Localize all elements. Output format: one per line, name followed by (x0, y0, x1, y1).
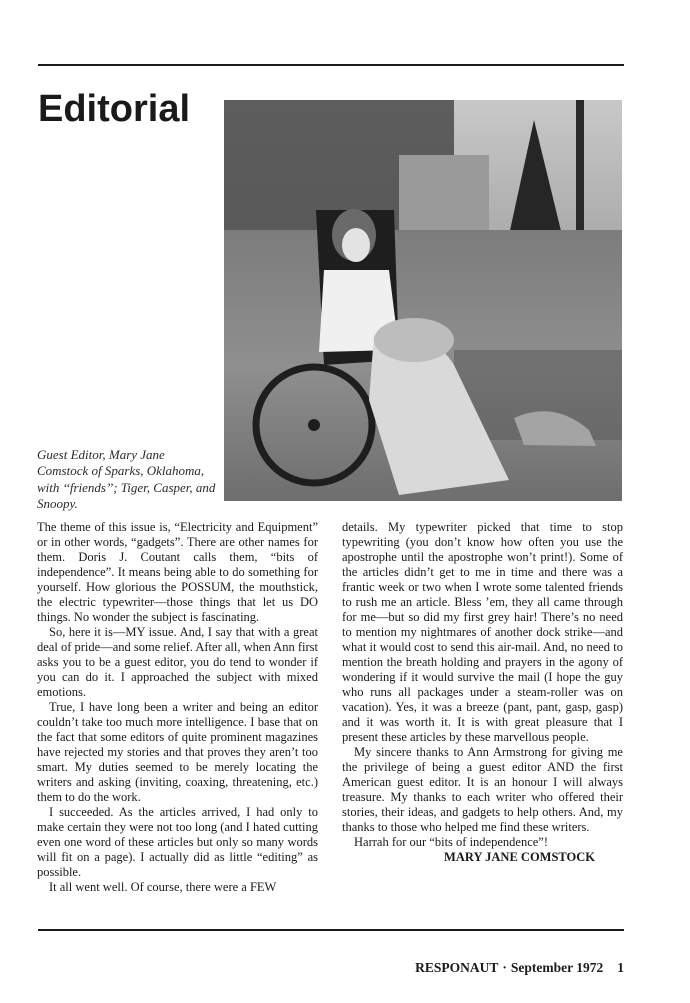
photo-house (399, 155, 489, 235)
bottom-rule (38, 929, 624, 931)
article-column-left (37, 520, 318, 895)
paragraph: True, I have long been a writer and being an editor couldn’t take too much more intelligence. I base that on the fact that some editors of quite prominent magazines have rejected my stories and that proves they aren’t too smart. My duties seemed to be merely locating the writers and asking (inviting, coaxing, threatening, etc.) them to do the work. (37, 700, 318, 805)
paragraph: details. My typewriter picked that time to stop typewriting (you don’t know how often you use the apostrophe until the apostrophe won’t print!). Some of the articles didn’t get to me in time and there was a frantic week or two when I wrote some talented friends to rush me an article. Bless ’em, they all came through for me—but so did my first grey hair! There’s no need to mention my nightmares of another dock strike—and what it would cost to send this air-mail. And, no need to mention the breath holding and prayers in the agony of wondering if it would survive the mail (I hope the guy who runs all packages under a steam-roller was on vacation). Yes, it was a breeze (pant, pant, gasp, gasp) and it was worth it. It is with great pleasure that I present these articles by these marvellous people. (342, 520, 623, 745)
paragraph: Harrah for our “bits of independence”! (354, 835, 549, 850)
page-footer (415, 960, 624, 976)
top-rule (38, 64, 624, 66)
paragraph: It all went well. Of course, there were a FEW (49, 880, 277, 895)
photo-lap-cat (374, 318, 454, 362)
publication-name: RESPONAUT (415, 960, 499, 975)
issue-date: September 1972 (510, 960, 604, 975)
page-title: Editorial (38, 88, 191, 130)
paragraph: So, here it is—MY issue. And, I say that with a great deal of pride—and some relief. After all, when Ann first asks you to be a guest editor, you do tend to wonder if you can do it. I approached the subject with mixed emotions. (37, 625, 318, 700)
author-signature: MARY JANE COMSTOCK (444, 850, 595, 865)
photo-caption: Guest Editor, Mary Jane Comstock of Sparks, Oklahoma, with ‘‘friends’’; Tiger, Casper, and Snoopy. (37, 447, 216, 511)
footer-separator: · (502, 960, 507, 975)
paragraph: I succeeded. As the articles arrived, I had only to make certain they were not too long (and I hated cutting even one word of these articles but only so many words will fit on a page). I actually did as little “editing” as possible. (37, 805, 318, 880)
photo-wheelchair-hub (308, 419, 320, 431)
article-column-right (342, 520, 623, 865)
paragraph: My sincere thanks to Ann Armstrong for giving me the privilege of being a guest editor AND the first American guest editor. It is an honour I will always treasure. My thanks to each writer who offered their stories, their ideas, and gadgets to help others. And, my thanks to those who helped me find these writers. (342, 745, 623, 835)
page-number: 1 (617, 960, 624, 975)
editor-photo (224, 100, 622, 501)
photo-face (342, 228, 370, 262)
paragraph: The theme of this issue is, “Electricity and Equipment” or in other words, “gadgets”. There are other names for them. Doris J. Coutant calls them, “bits of independence”. It means being able to do something for yourself. How glorious the POSSUM, the mouthstick, the electric typewriter—those things that let us DO things. No wonder the subject is fascinating. (37, 520, 318, 625)
